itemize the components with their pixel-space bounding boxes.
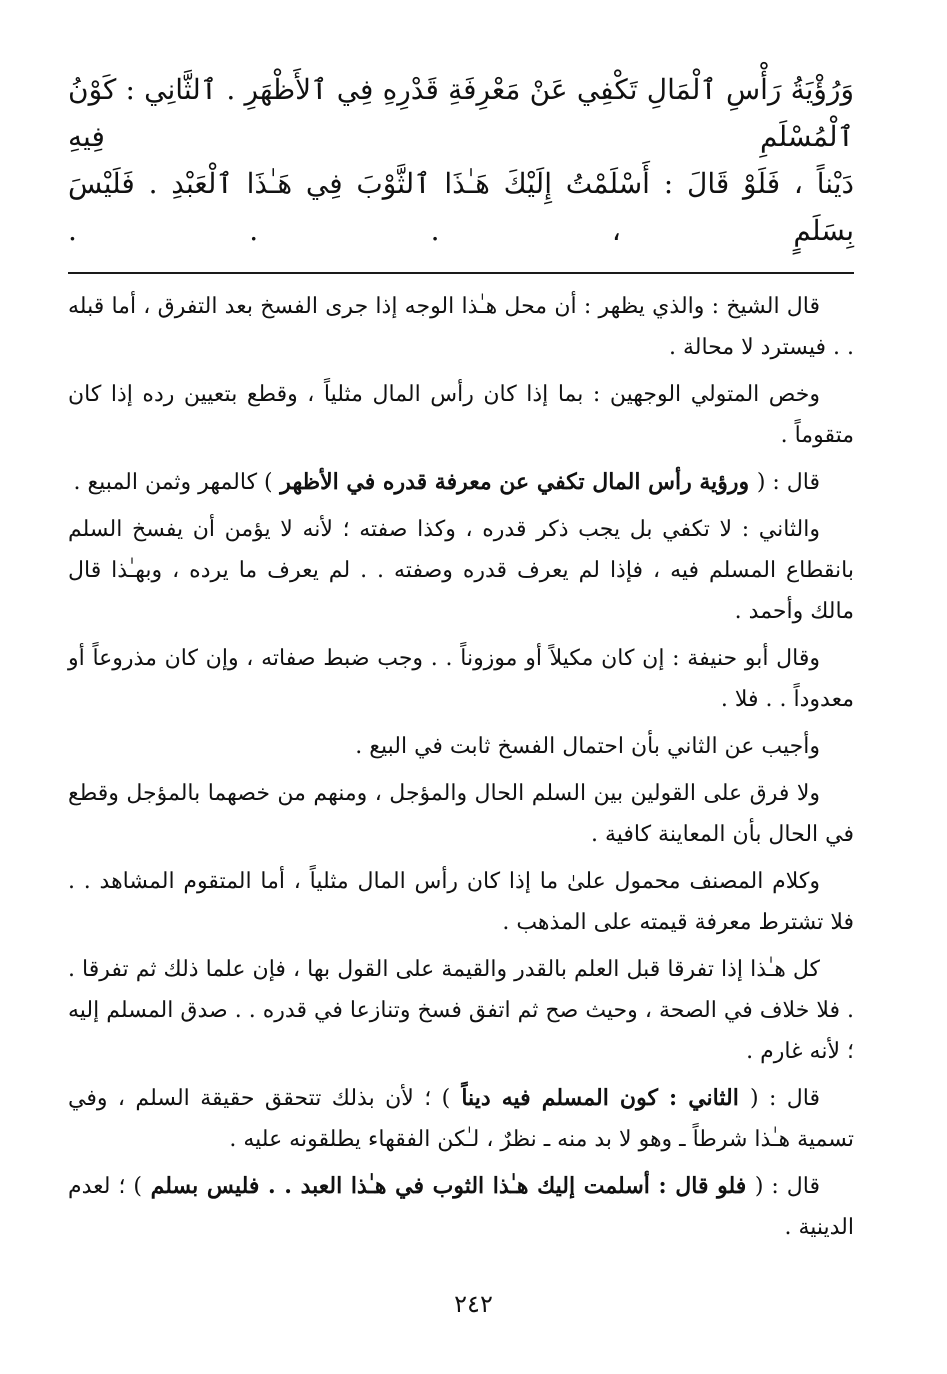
quote-tail: ) ؛ لعدم الدينية . <box>68 1174 854 1240</box>
commentary-paragraph: كل هـٰذا إذا تفرقا قبل العلم بالقدر والقيمة على القول بها ، فإن علما ذلك ثم تفرقا . . فلا خلاف في الصحة ، وحيث صح ثم اتفق فسخ وتنازعا في قدره . . صدق المسلم إليه ؛ لأنه غارم . <box>68 957 854 1064</box>
quote-intro: قال : ( <box>749 1086 820 1111</box>
commentary-block <box>68 286 854 1248</box>
quoted-matn: الثاني : كون المسلم فيه ديناً <box>450 1085 750 1111</box>
matn-text-block <box>68 66 854 254</box>
quoted-matn: ورؤية رأس المال تكفي عن معرفة قدره في الأظهر <box>272 469 757 495</box>
commentary-paragraph: ولا فرق على القولين بين السلم الحال والمؤجل ، ومنهم من خصهما بالمؤجل وقطع في الحال بأن المعاينة كافية . <box>68 781 854 847</box>
commentary-paragraph: وأجيب عن الثاني بأن احتمال الفسخ ثابت في البيع . <box>355 734 820 759</box>
commentary-paragraph-quote <box>68 1078 854 1160</box>
matn-line: وَرُؤْيَةُ رَأْسِ ٱلْمَالِ تَكْفِي عَنْ مَعْرِفَةِ قَدْرِهِ فِي ٱلأَظْهَرِ . ٱلثَّانِي : كَوْنُ ٱلْمُسْلَمِ فِيهِ <box>68 73 854 153</box>
quoted-matn: فلو قال : أسلمت إليك هـٰذا الثوب في هـٰذا العبد . . فليس بسلم <box>141 1173 755 1199</box>
commentary-paragraph: وكلام المصنف محمول علىٰ ما إذا كان رأس المال مثلياً ، أما المتقوم المشاهد . . فلا تشترط معرفة قيمته على المذهب . <box>68 869 854 935</box>
divider-line <box>68 272 854 274</box>
quote-intro: قال : ( <box>754 1174 820 1199</box>
matn-line: دَيْناً ، فَلَوْ قَالَ : أَسْلَمْتُ إِلَيْكَ هَـٰذَا ٱلثَّوْبَ فِي هَـٰذَا ٱلْعَبْدِ . فَلَيْسَ بِسَلَمٍ ، . . . <box>68 167 854 247</box>
commentary-paragraph: وخص المتولي الوجهين : بما إذا كان رأس المال مثلياً ، وقطع بتعيين رده إذا كان متقوماً . <box>68 382 854 448</box>
page-number: ٢٤٢ <box>454 1290 493 1318</box>
commentary-paragraph-quote <box>68 1166 854 1248</box>
quote-tail: ) ؛ لأن بذلك تتحقق حقيقة السلم ، وفي تسمية هـٰذا شرطاً ـ وهو لا بد منه ـ نظرٌ ، لـٰكن الفقهاء يطلقونه عليه . <box>68 1086 854 1152</box>
book-page <box>68 66 854 1254</box>
commentary-paragraph-quote <box>68 462 854 503</box>
quote-intro: قال : ( <box>756 470 820 495</box>
commentary-paragraph: قال الشيخ : والذي يظهر : أن محل هـٰذا الوجه إذا جرى الفسخ بعد التفرق ، أما قبله . . فيسترد لا محالة . <box>68 294 854 360</box>
commentary-paragraph: وقال أبو حنيفة : إن كان مكيلاً أو موزوناً . . وجب ضبط صفاته ، وإن كان مذروعاً أو معدوداً . . فلا . <box>68 646 854 712</box>
commentary-paragraph: والثاني : لا تكفي بل يجب ذكر قدره ، وكذا صفته ؛ لأنه لا يؤمن أن يفسخ السلم بانقطاع المسلم فيه ، فإذا لم يعرف قدره وصفته . . لم يعرف ما يرده ، وبهـٰذا قال مالك وأحمد . <box>68 517 854 624</box>
quote-tail: ) كالمهر وثمن المبيع . <box>73 470 273 495</box>
